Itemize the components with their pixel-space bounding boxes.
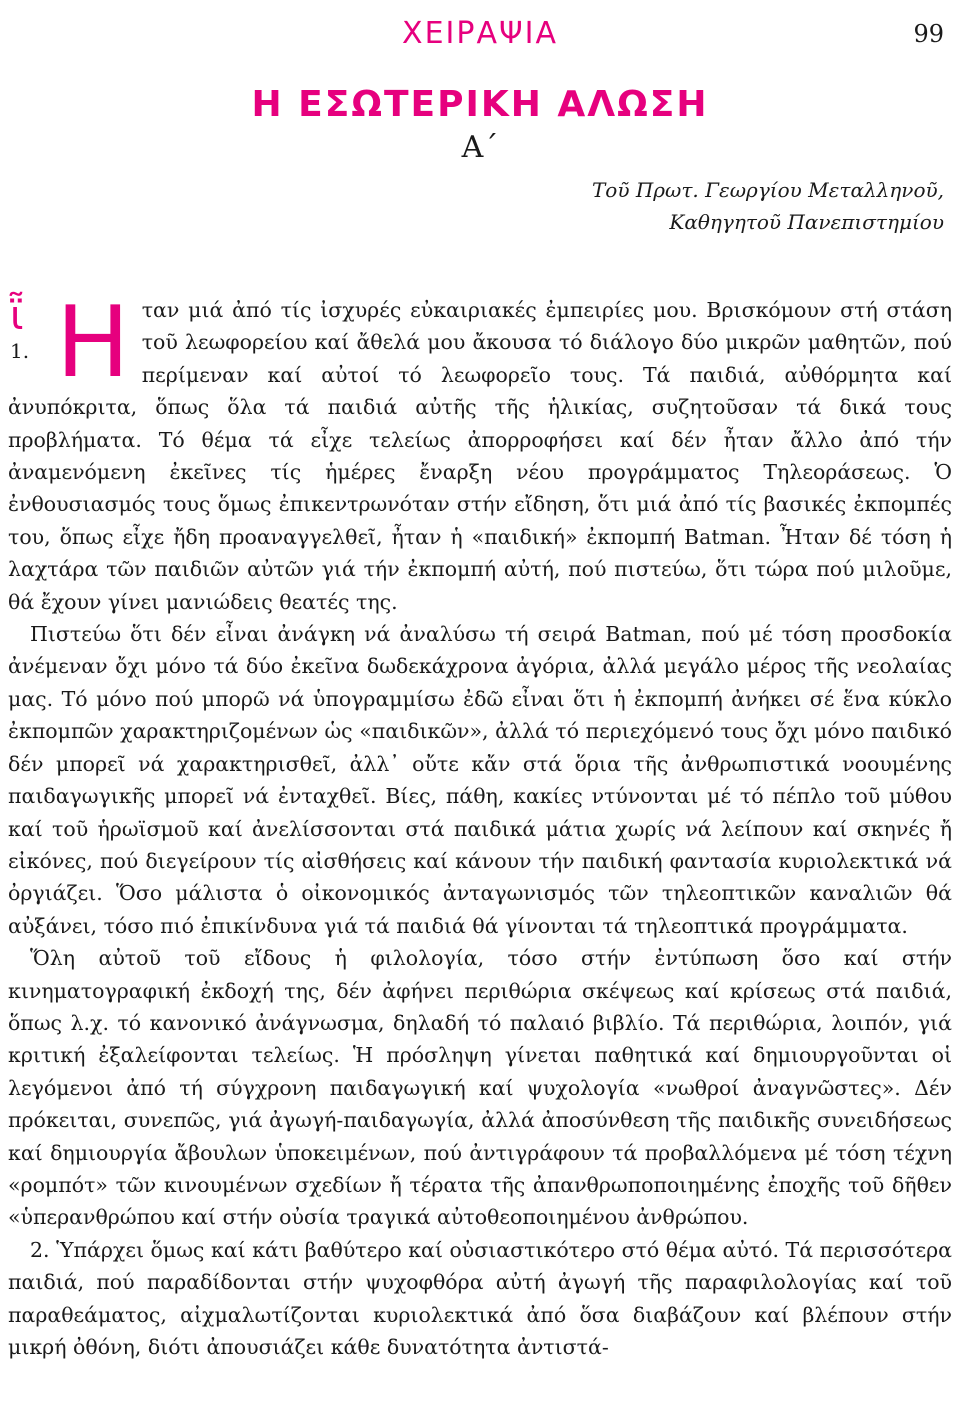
paragraph: Πιστεύω ὅτι δέν εἶναι ἀνάγκη νά ἀναλύσω τή σειρά Batman, πού μέ τόση προσδοκία ἀνέμεναν ὄχι μόνο τά δύο ἐκεῖνα δωδεκάχρονα ἀγόρια, ἀλλά μεγάλο μέρος τῆς νεολαίας μας. Τό μόνο πού μπορῶ νά ὑπογραμμίσω ἐδῶ εἶναι ὅτι ἡ ἐκπομπή ἀνήκει σέ ἕνα κύκλο ἐκπομπῶν χαρακτηριζομένων ὡς «παιδικῶν», ἀλλά τό περιεχόμενό τους ὄχι μόνο παιδικό δέν μπορεῖ νά χαρακτηρισθεῖ, ἀλλ᾽ οὔτε κἄν στά ὅρια τῆς ἀνθρωπιστικά νοουμένης παιδαγωγικῆς μπορεῖ νά ἐνταχθεῖ. Βίες, πάθη, κακίες ντύνονται μέ τό πέπλο τοῦ μύθου καί τοῦ ἡρωϊσμοῦ καί ἀνελίσσονται στά παιδικά μάτια χωρίς νά λείπουν καί σκηνές ἤ εἰκόνες, πού διεγείρουν τίς αἰσθήσεις καί κάνουν τήν παιδική φαντασία κυριολεκτικά νά ὀργιάζει. Ὅσο μάλιστα ὁ οἰκονομικός ἀνταγωνισμός τῶν τηλεοπτικῶν καναλιῶν θά αὐξάνει, τόσο πιό ἐπικίνδυνα γιά τά παιδιά θά γίνονται τά τηλεοπτικά προγράμματα. (8, 622, 952, 938)
paragraph: 2. Ὑπάρχει ὅμως καί κάτι βαθύτερο καί οὐσιαστικότερο στό θέμα αὐτό. Τά περισσότερα παιδιά, πού παραδίδονται στήν ψυχοφθόρα αὐτή ἀγωγή τῆς παραφιλολογίας καί τοῦ παραθεάματος, αἰχμαλωτίζονται κυριολεκτικά ἀπό ὅσα διαβάζουν καί βλέπουν στήν μικρή ὀθόνη, διότι ἀπουσιάζει κάθε δυνατότητα ἀντιστά- (8, 1237, 952, 1359)
paragraph (8, 286, 952, 618)
paragraph-text: ταν μιά ἀπό τίς ἰσχυρές εὐκαιριακές ἐμπειρίες μου. Βρισκόμουν στή στάση τοῦ λεωφορείου καί ἄθελά μου ἄκουσα τό διάλογο δύο μικρῶν μαθητῶν, πού περίμεναν καί αὐτοί τό λεωφορεῖο τους. Τά παιδιά, αὐθόρμητα καί ἀνυπόκριτα, ὅπως ὅλα τά παιδιά αὐτῆς τῆς ἡλικίας, συζητοῦσαν τά δικά τους προβλήματα. Τό θέμα τά εἶχε τελείως ἀπορροφήσει καί δέν ἦταν ἄλλο ἀπό τήν ἀναμενόμενη ἐκεῖνες τίς ἡμέρες ἔναρξη νέου προγράμματος Τηλεοράσεως. Ὁ ἐνθουσιασμός τους ὅμως ἐπικεντρωνόταν στήν εἴδηση, ὅτι μιά ἀπό τίς βασικές ἐκπομπές του, ὅπως εἶχε ἤδη προαναγγελθεῖ, ἦταν ἡ «παιδική» ἐκπομπή Batman. Ἦταν δέ τόση ἡ λαχτάρα τῶν παιδιῶν αὐτῶν γιά τήν ἐκπομπή αὐτή, πού πιστεύω, ὅτι τώρα πού μιλοῦμε, θά ἔχουν γίνει μανιώδεις θεατές της. (8, 298, 952, 614)
author-byline (592, 174, 944, 238)
section-title: ΧΕΙΡΑΨΙΑ (402, 16, 558, 51)
article-body (8, 286, 952, 1363)
paragraph: Ὅλη αὐτοῦ τοῦ εἴδους ἡ φιλολογία, τόσο στήν ἐντύπωση ὅσο καί στήν κινηματογραφική ἐκδοχή της, δέν ἀφήνει περιθώρια σκέψεως καί κρίσεως στά παιδιά, ὅπως λ.χ. τό κανονικό ἀνάγνωσμα, δηλαδή τό παλαιό βιβλίο. Τά περιθώρια, λοιπόν, γιά κριτική ἐξαλείφονται τελείως. Ἡ πρόσληψη γίνεται παθητικά καί δημιουργοῦνται οἱ λεγόμενοι ἀπό τή σύγχρονη παιδαγωγική καί ψυχολογία «νωθροί ἀναγνῶστες». Δέν πρόκειται, συνεπῶς, γιά ἀγωγή-παιδαγωγία, ἀλλά ἀποσύνθεση τῆς παιδικῆς συνειδήσεως καί δημιουργία ἄβουλων ὑποκειμένων, πού ἀντιγράφουν τά προβαλλόμενα μέ τόση τέχνη «ρομπότ» τῶν κινουμένων σχεδίων ἤ τέρατα τῆς ἀπανθρωποποιημένης ἐποχῆς τοῦ δῆθεν «ὑπερανθρώπου καί στήν οὐσία τραγικά αὐτοθεοποιημένου ἀνθρώπου. (8, 946, 952, 1230)
article-title: Η ΕΣΩΤΕΡΙΚΗ ΑΛΩΣΗ (251, 84, 709, 125)
section-number: 1. (10, 339, 30, 363)
byline-affiliation: Καθηγητοῦ Πανεπιστημίου (669, 210, 944, 234)
breathing-accent-mark: ῗ (10, 293, 24, 339)
drop-cap (10, 286, 130, 400)
byline-author: Τοῦ Πρωτ. Γεωργίου Μεταλληνοῦ, (591, 178, 944, 202)
book-page (8, 0, 952, 1420)
drop-cap-letter: Η (56, 286, 130, 400)
page-number: 99 (913, 20, 944, 48)
article-part-number: Α΄ (461, 130, 499, 165)
running-head (8, 14, 952, 54)
